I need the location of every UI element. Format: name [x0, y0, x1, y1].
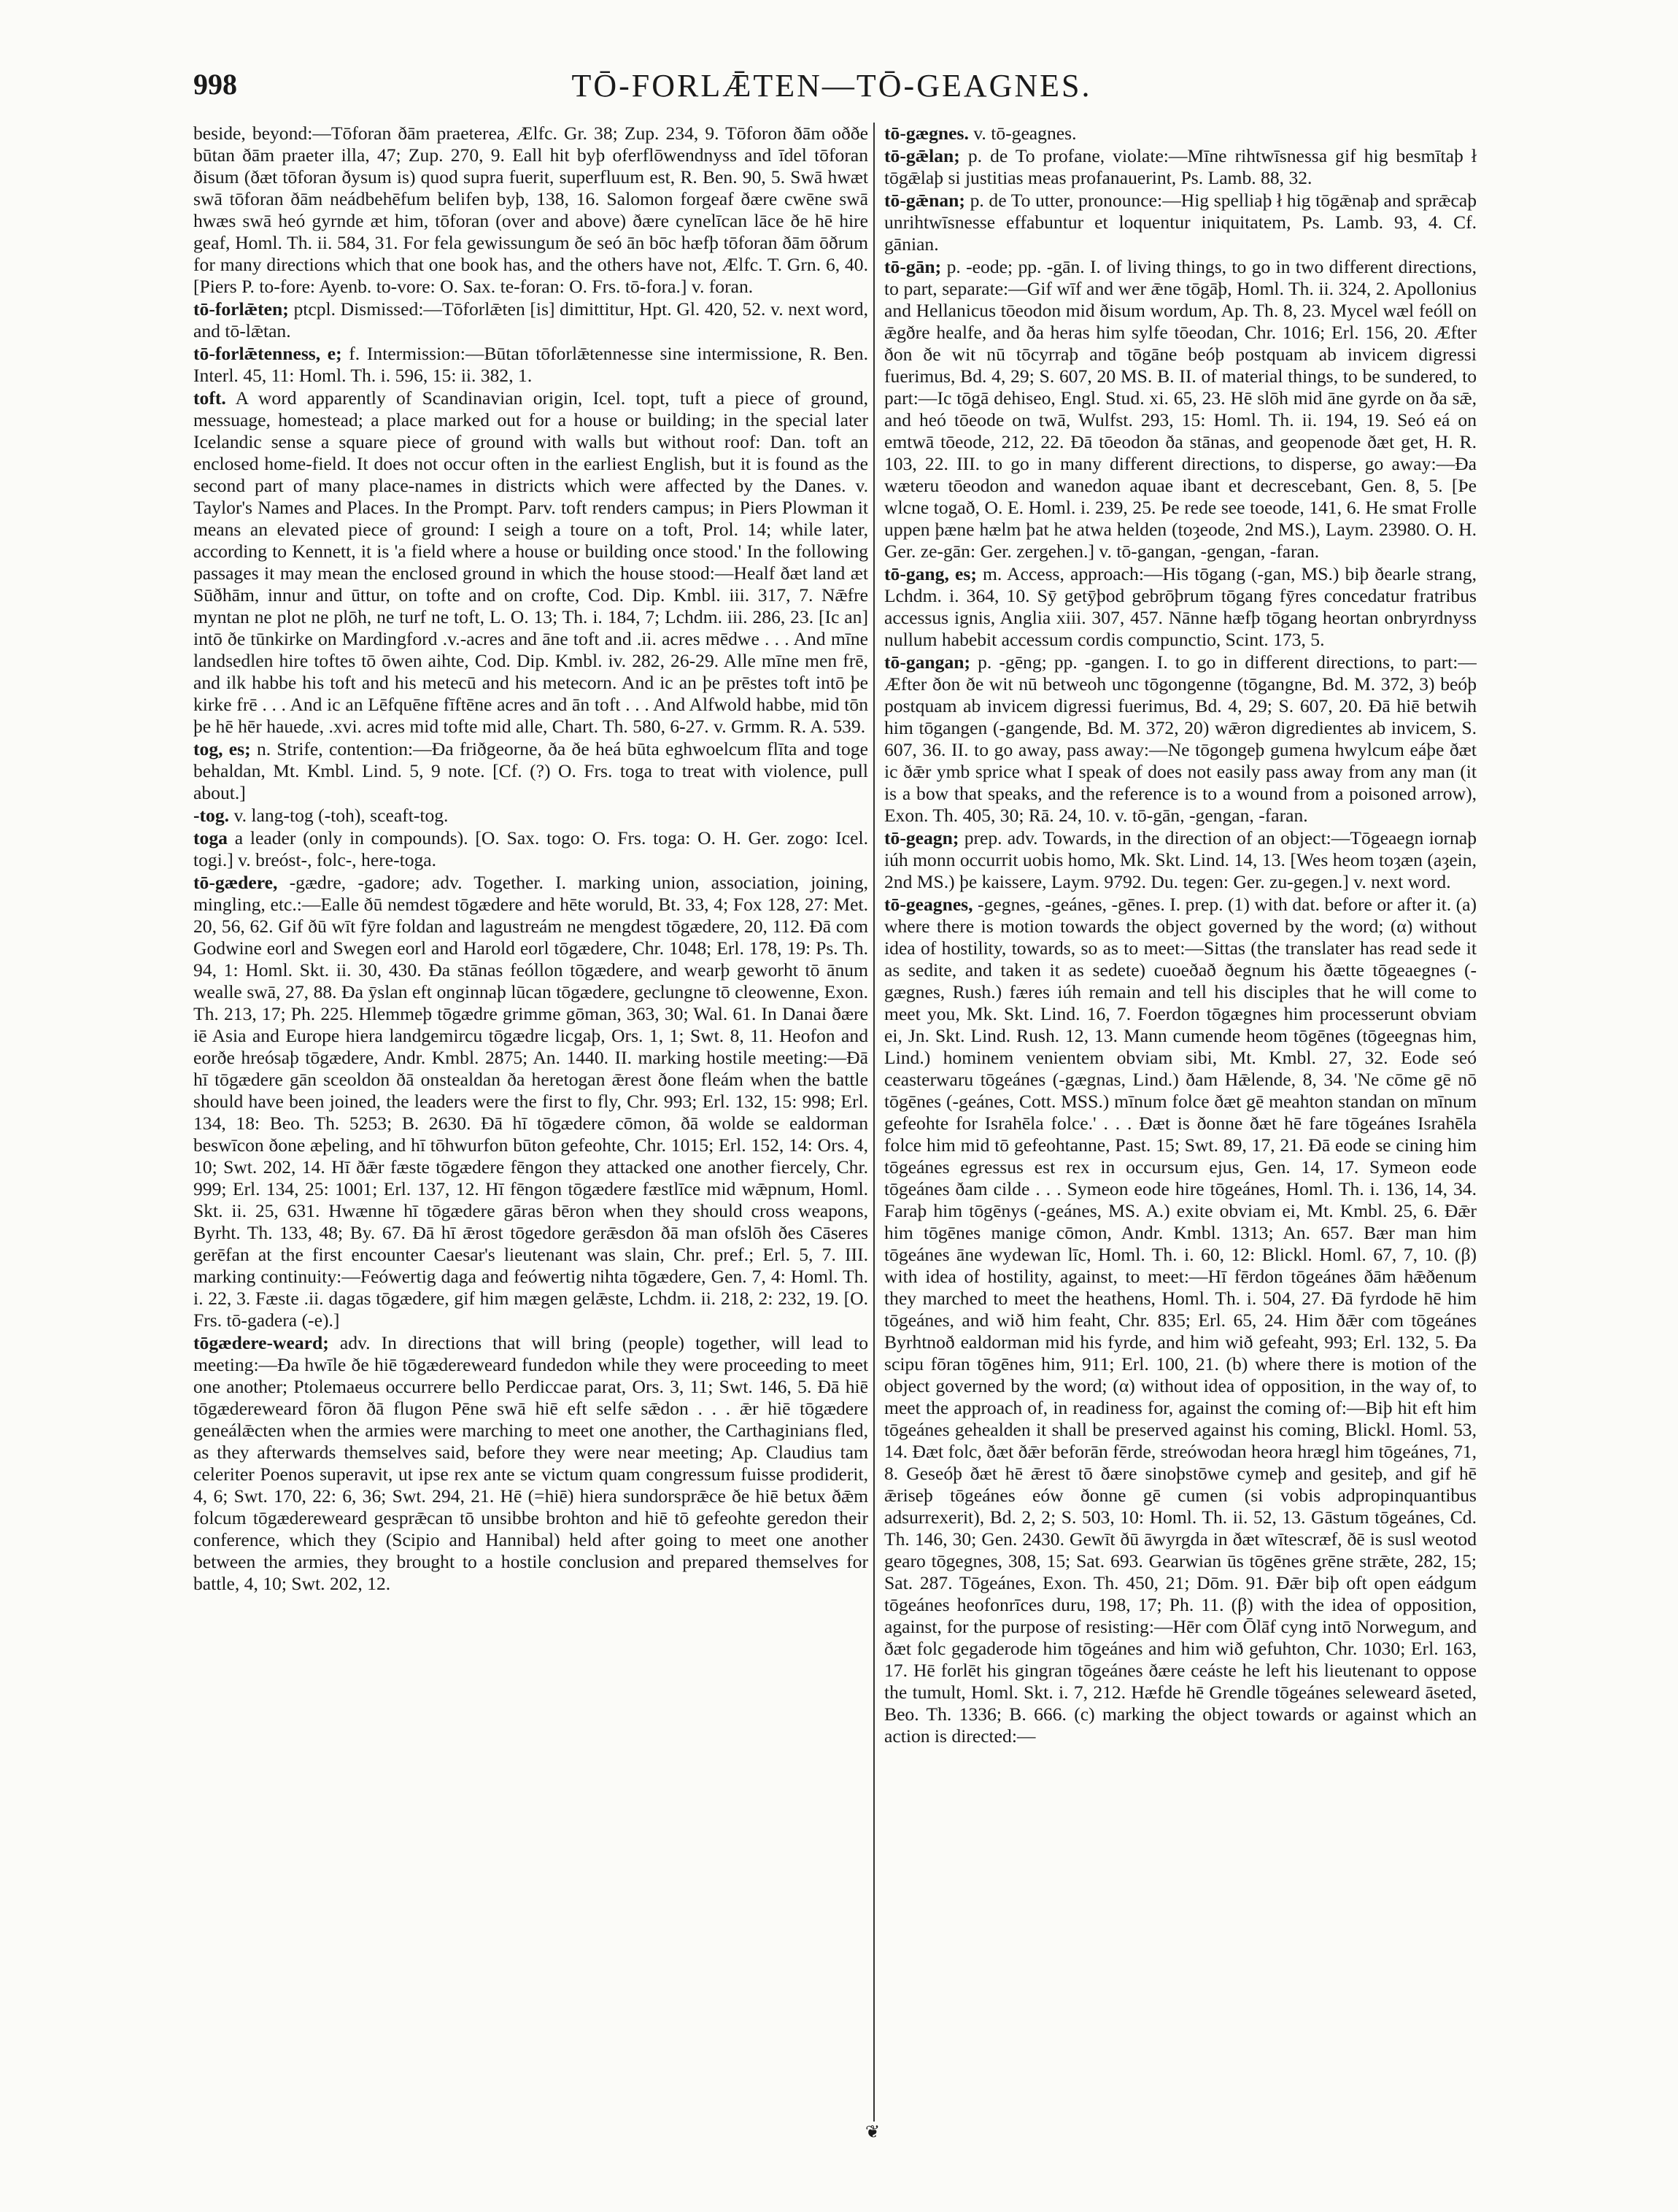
entry-text: p. -eode; pp. -gān. I. of living things, to go in two different directions, to part, separate:—Gif wīf and wer ǣne tōgāþ, Homl. Th. ii. 324, 2. Apollonius and Hellanicus tōeodon mid ðisum wordum, Ap. Th. 8, 23. Mycel wæl feóll on ǣgðre healfe, and ða heras him sylfe tōeodan, Chr. 1016; Erl. 156, 20. Æfter ðon ðe wit nū tōcyrraþ and tōgāne beóþ postquam ab invicem digressi fuerimus, Bd. 4, 29; S. 607, 20 MS. B. II. of material things, to be sundered, to part:—Ic tōgā dehiseo, Engl. Stud. xi. 65, 23. Hē slōh mid āne gyrde on ða sǣ, and heó tōeode on twā, Wulfst. 293, 15: Homl. Th. ii. 194, 19. Seó eá on emtwā tōeode, 212, 22. Ðā tōeodon ða stānas, and geopenode ðæt get, H. R. 103, 22. III. to go in many different directions, to disperse, go away:—Ða wæteru tōeodon and wanedon aquae ibant et decrescebant, Gen. 8, 5. [Þe wlcne togað, O. E. Homl. i. 239, 25. Þe rede see toeode, 141, 6. He smat Frolle uppen þæne hælm þat he atwa helden (toȝeode, 2nd MS.), Laym. 23980. O. H. Ger. ze-gān: Ger. zergehen.] v. tō-gangan, -gengan, -faran.	[884, 256, 1477, 562]
running-head: TŌ-FORLǢTEN—TŌ-GEAGNES.	[571, 68, 1092, 104]
headword: tō-gān;	[884, 256, 942, 277]
headword: tō-geagnes,	[884, 894, 973, 915]
headword: tō-forlǣtenness, e;	[193, 343, 342, 364]
dictionary-entry	[193, 1332, 868, 1595]
headword: tō-gǣnan;	[884, 190, 965, 211]
entry-text: p. de To profane, violate:—Mīne rihtwīsnessa gif hig besmītaþ ł tōgǣlaþ si justitias meas profanauerint, Ps. Lamb. 88, 32.	[884, 145, 1477, 188]
entry-text: m. Access, approach:—His tōgang (-gan, MS.) biþ ðearle strang, Lchdm. i. 364, 10. Sȳ getȳþod gebrōþrum tōgang fȳres concedatur fratribus accessus ignis, Anglia xiii. 307, 457. Nānne hæfþ tōgang heortan onbryrdnyss nullum habebit accessum cordis compunctio, Scint. 173, 5.	[884, 563, 1477, 650]
dictionary-entry	[193, 738, 868, 804]
entry-text: -gædre, -gadore; adv. Together. I. marking union, association, joining, mingling, etc.:—Ealle ðū nemdest tōgædere and hēte woruld, Bt. 33, 4; Fox 128, 27: Met. 20, 56, 62. Gif ðū wīt fȳre foldan and lagustreám ne mengdest tōgædere, 20, 112. Ðā com Godwine eorl and Swegen eorl and Harold eorl tōgædere, Chr. 1048; Erl. 178, 19: Ps. Th. 94, 1: Homl. Skt. ii. 30, 430. Ða stānas feóllon tōgædere, and wearþ geworht tō ānum wealle swā, 27, 88. Ða ȳslan eft onginnaþ lūcan tōgædere, geclungne tō cleowenne, Exon. Th. 213, 17; Ph. 225. Hlemmeþ tōgædre grimme gōman, 363, 30; Wal. 61. In Danai ðære iē Asia and Europe hiera landgemircu tōgædre licgaþ, Ors. 1, 1; Swt. 8, 11. Heofon and eorðe hreósaþ tōgædere, Andr. Kmbl. 2875; An. 1440. II. marking hostile meeting:—Ðā hī tōgædere gān sceoldon ðā onstealdan ða heretogan ǣrest ðone fleám when the battle should have been joined, the leaders were the first to fly, Chr. 993; Erl. 132, 15: 998; Erl. 134, 18: Beo. Th. 5253; B. 2630. Ðā hī tōgædere cōmon, ðā wolde se ealdorman beswīcon ðone æþeling, and hī tōhwurfon būton gefeohte, Chr. 1015; Erl. 152, 14: Ors. 4, 10; Swt. 202, 14. Hī ðǣr fæste tōgædere fēngon they attacked one another fiercely, Chr. 999; Erl. 134, 25: 1001; Erl. 137, 12. Hī fēngon tōgædere fæstlīce mid wǣpnum, Homl. Skt. ii. 25, 631. Hwænne hī tōgædere gāras bēron when they should cross weapons, Byrht. Th. 133, 48; By. 67. Ðā hī ǣrost tōgedore gerǣsdon ðā man ofslōh ðes Cāseres gerēfan at the first encounter Caesar's lieutenant was slain, Chr. pref.; Erl. 5, 7. III. marking continuity:—Feówertig daga and feówertig nihta tōgædere, Gen. 7, 4: Homl. Th. i. 22, 3. Fæste .ii. dagas tōgædere, gif him mægen gelǣste, Lchdm. ii. 218, 2: 232, 19. [O. Frs. tō-gadera (-e).]	[193, 872, 868, 1331]
page-number: 998	[193, 68, 237, 101]
dictionary-entry	[884, 123, 1477, 144]
dictionary-entry	[193, 343, 868, 387]
dictionary-entry	[193, 387, 868, 738]
entry-text: a leader (only in compounds). [O. Sax. togo: O. Frs. toga: O. H. Ger. zogo: Icel. togi.] v. breóst-, folc-, here-toga.	[193, 827, 868, 870]
dictionary-entry	[884, 145, 1477, 189]
dictionary-entry	[193, 827, 868, 871]
dictionary-entry	[884, 256, 1477, 562]
headword: tō-gædere,	[193, 872, 278, 893]
page-header	[193, 67, 1470, 111]
dictionary-entry	[884, 894, 1477, 1747]
entry-text: n. Strife, contention:—Ða friðgeorne, ða ðe heá būta eghwoelcum flīta and toge behaldan, Mt. Kmbl. Lind. 5, 9 note. [Cf. (?) O. Frs. toga to treat with violence, pull about.]	[193, 738, 868, 803]
entry-text: v. lang-tog (-toh), sceaft-tog.	[233, 805, 449, 826]
entry-text: beside, beyond:—Tōforan ðām praeterea, Ælfc. Gr. 38; Zup. 234, 9. Tōforon ðām oððe būtan ðām praeter illa, 47; Zup. 270, 9. Eall hit byþ oferflōwendnyss and īdel tōforan ðisum (ðæt tōforan ðysum is) quod supra fuerit, superfluum est, R. Ben. 90, 5. Swā hwæt swā tōforan ðām neádbehēfum belifen byþ, 138, 16. Salomon forgeaf ðære cwēne swā hwæs swā heó gyrnde æt him, tōforan (over and above) ðære cynelīcan lāce ðe hē hire geaf, Homl. Th. ii. 584, 31. For fela gewissungum ðe seó ān bōc hæfþ tōforan ðām ōðrum for many directions which that one book has, and the others have not, Ælfc. T. Grn. 6, 40. [Piers P. to-fore: Ayenb. to-vore: O. Sax. te-foran: O. Frs. tō-fora.] v. foran.	[193, 123, 868, 297]
entry-text: -gegnes, -geánes, -gēnes. I. prep. (1) with dat. before or after it. (a) where there is motion towards the object governed by the word; (α) without idea of hostility, towards, so as to meet:—Sittas (the translater has read sede it as sedite, and taken it as sedete) cuoeðað ðegnum his ðætte tōgeaegnes (-gægnes, Rush.) færes iúh remain and tell his disciples that he will come to meet you, Mk. Skt. Lind. 16, 7. Foerdon tōgægnes him processerunt obviam ei, Jn. Skt. Lind. Rush. 12, 13. Mann cumende heom tōgēnes (tōgeegnas him, Lind.) hominem venientem obviam sibi, Mt. Kmbl. 27, 32. Eode seó ceasterwaru tōgeánes (-gægnas, Lind.) ðam Hǣlende, 8, 34. 'Ne cōme gē nō tōgēnes (-geánes, Cott. MSS.) mīnum folce ðæt gē meahton standan on mīnum gefeohte for Israhēla folce.' . . . Ðæt is ðonne ðæt hē fare tōgeánes Israhēla folce him mid tō gefeohtanne, Past. 15; Swt. 89, 17, 21. Ðā eode se cining him tōgeánes egressus est rex in occursum ejus, Gen. 14, 17. Symeon eode tōgeánes ðam cilde . . . Symeon eode hire tōgeánes, Homl. Th. i. 136, 14, 34. Faraþ him tōgēnys (-geánes, MS. A.) exite obviam ei, Mt. Kmbl. 25, 6. Ðǣr him tōgēnes manige cōmon, Andr. Kmbl. 1313; An. 657. Bær man him tōgeánes āne wydewan līc, Homl. Th. i. 60, 12: Blickl. Homl. 67, 7, 10. (β) with idea of hostility, against, to meet:—Hī fērdon tōgeánes ðām hǣðenum they marched to meet the heathens, Homl. Th. i. 504, 27. Ðā fyrdode hē him tōgeánes, and wið him feaht, Chr. 835; Erl. 65, 24. Him ðǣr com tōgeánes Byrhtnoð ealdorman mid his fyrde, and him wið gefeaht, 993; Erl. 132, 5. Ða scipu fōran tōgēnes him, 911; Erl. 100, 21. (b) where there is motion of the object governed by the word; (α) without idea of opposition, in the way of, to meet the approach of, in readiness for, against the coming of:—Biþ hit eft him tōgeánes gehealden it shall be preserved against his coming, Blickl. Homl. 53, 14. Ðæt folc, ðæt ðǣr beforān fērde, streówodan heora hrægl him tōgeánes, 71, 8. Geseóþ ðæt hē ǣrest tō ðære sinoþstōwe cymeþ and gesiteþ, and gif hē ǣriseþ tōgeánes eów ðonne gē cumen (si vobis adpropinquantibus adsurrexerit), Bd. 2, 2; S. 503, 10: Homl. Th. ii. 52, 13. Gāstum tōgeánes, Cd. Th. 146, 30; Gen. 2430. Gewīt ðū āwyrgda in ðæt wītescræf, ðē is susl weotod gearo tōgegnes, 308, 15; Sat. 693. Gearwian ūs tōgēnes grēne strǣte, 282, 15; Sat. 287. Tōgeánes, Exon. Th. 450, 21; Dōm. 91. Ðǣr biþ oft open eádgum tōgeánes heofonrīces duru, 198, 17; Ph. 11. (β) with the idea of opposition, against, for the purpose of resisting:—Hēr com Ōlāf cyng intō Norwegum, and ðæt folc gegaderode him tōgeánes and him wið gefuhton, Chr. 1030; Erl. 163, 17. Hē forlēt his gingran tōgeánes ðære ceáste he left his lieutenant to oppose the tumult, Homl. Skt. i. 7, 212. Hæfde hē Grendle tōgeánes seleweard āseted, Beo. Th. 1336; B. 666. (c) marking the object towards or against which an action is directed:—	[884, 894, 1477, 1747]
headword: tō-gægnes.	[884, 123, 969, 144]
entry-text: p. de To utter, pronounce:—Hig spelliaþ ł hig tōgǣnaþ and sprǣcaþ unrihtwīsnesse effabuntur et loquentur iniquitatem, Ps. Lamb. 93, 4. Cf. gānian.	[884, 190, 1477, 255]
headword: tō-forlǣten;	[193, 298, 289, 320]
headword: toft.	[193, 387, 226, 409]
entry-text: ptcpl. Dismissed:—Tōforlǣten [is] dimittitur, Hpt. Gl. 420, 52. v. next word, and tō-lǣtan.	[193, 298, 868, 341]
entry-text: A word apparently of Scandinavian origin, Icel. topt, tuft a piece of ground, messuage, homestead; a place marked out for a house or building; in the special later Icelandic sense a square piece of ground with walls but without roof: Dan. toft an enclosed home-field. It does not occur often in the earliest English, but it is found as the second part of many place-names in districts which were affected by the Danes. v. Taylor's Names and Places. In the Prompt. Parv. toft renders campus; in Piers Plowman it means an elevated piece of ground: I seigh a toure on a toft, Prol. 14; while later, according to Kennett, it is 'a field where a house or building once stood.' In the following passages it may mean the enclosed ground in which the house stood:—Healf ðæt land æt Sūðhām, innur and ūttur, on tofte and on crofte, Cod. Dip. Kmbl. iii. 317, 7. Nǣfre myntan ne plot ne plōh, ne turf ne toft, L. O. 13; Th. i. 184, 7; Lchdm. iii. 286, 23. [Ic an] intō ðe tūnkirke on Mardingford .v.-acres and āne toft and .ii. acres mēdwe . . . And mīne landsedlen hire toftes tō ōwen aihte, Cod. Dip. Kmbl. iv. 282, 26-29. Alle mīne men frē, and ilk habbe his toft and his metecū and his metecorn. And ic an þe prēstes toft intō þe kirke frē . . . And ic an Lēfquēne fīftēne acres and ān toft . . . And Alfwold habbe, mid tōn þe hē hēr hauede, .xvi. acres mid tofte mid alle, Chart. Th. 580, 6-27. v. Grmm. R. A. 539.	[193, 387, 868, 737]
headword: toga	[193, 827, 228, 848]
headword: tōgædere-weard;	[193, 1332, 329, 1353]
column-rule	[873, 123, 875, 2122]
entry-text: f. Intermission:—Būtan tōforlǣtennesse sine intermissione, R. Ben. Interl. 45, 11: Homl. Th. i. 596, 15: ii. 382, 1.	[193, 343, 868, 386]
headword: tō-geagn;	[884, 827, 959, 848]
dictionary-entry	[193, 805, 868, 827]
headword: tō-gang, es;	[884, 563, 977, 584]
dictionary-entry	[193, 872, 868, 1331]
dictionary-entry	[193, 298, 868, 342]
dictionary-entry	[884, 651, 1477, 827]
entry-text: p. -gēng; pp. -gangen. I. to go in different directions, to part:—Æfter ðon ðe wit nū betweoh unc tōgongenne (tōgangne, Bd. M. 372, 3) beóþ postquam ab invicem digressi fuerimus, Bd. 4, 29; S. 607, 20. Ðā hiē betwih him tōgangen (-gangende, Bd. M. 372, 20) wǣron digredientes ab invicem, S. 607, 36. II. to go away, pass away:—Ne tōgongeþ gumena hwylcum eáþe ðæt ic ðǣr ymb sprice what I speak of does not easily pass away from any man (it is a bow that speaks, and the reference is to a wound from a poisoned arrow), Exon. Th. 405, 30; Rā. 24, 10. v. tō-gān, -gengan, -faran.	[884, 651, 1477, 826]
entry-text: prep. adv. Towards, in the direction of an object:—Tōgeaegn iornaþ iúh monn occurrit uobis homo, Mk. Skt. Lind. 14, 13. [Wes heom toȝæn (aȝein, 2nd MS.) þe kaissere, Laym. 9792. Du. tegen: Ger. zu-gegen.] v. next word.	[884, 827, 1477, 892]
headword: tog, es;	[193, 738, 251, 759]
dictionary-entry	[193, 123, 868, 298]
headword: -tog.	[193, 805, 230, 826]
right-column	[884, 123, 1477, 2136]
left-column	[193, 123, 868, 2136]
entry-text: v. tō-geagnes.	[973, 123, 1077, 144]
dictionary-entry	[884, 563, 1477, 651]
headword: tō-gǣlan;	[884, 145, 960, 166]
ornament-icon: ❦	[865, 2123, 881, 2142]
headword: tō-gangan;	[884, 651, 971, 673]
entry-text: adv. In directions that will bring (people) together, will lead to meeting:—Ða hwīle ðe hiē tōgædereweard fundedon while they were proceeding to meet one another; Ptolemaeus occurrere bello Perdiccae parat, Ors. 3, 11; Swt. 146, 5. Ðā hiē tōgædereweard fōron ðā flugon Pēne swā hiē eft selfe sǣdon . . . ǣr hiē tōgædere geneálǣcten when the armies were marching to meet one another, the Carthaginians fled, as they afterwards themselves said, before they were near meeting; Ap. Claudius tam celeriter Poenos superavit, ut ipse rex ante se victum quam congressum fuisse prodiderit, 4, 6; Swt. 170, 22: 6, 36; Swt. 294, 21. Hē (=hiē) hiera sundorsprǣce ðe hiē betux ðǣm folcum tōgædereweard gesprǣcan tō unsibbe brohton and hiē tō gefeohte geredon their conference, which they (Scipio and Hannibal) held after going to meet one another between the armies, they brought to a hostile conclusion and prepared themselves for battle, 4, 10; Swt. 202, 12.	[193, 1332, 868, 1594]
dictionary-entry	[884, 190, 1477, 255]
dictionary-entry	[884, 827, 1477, 893]
